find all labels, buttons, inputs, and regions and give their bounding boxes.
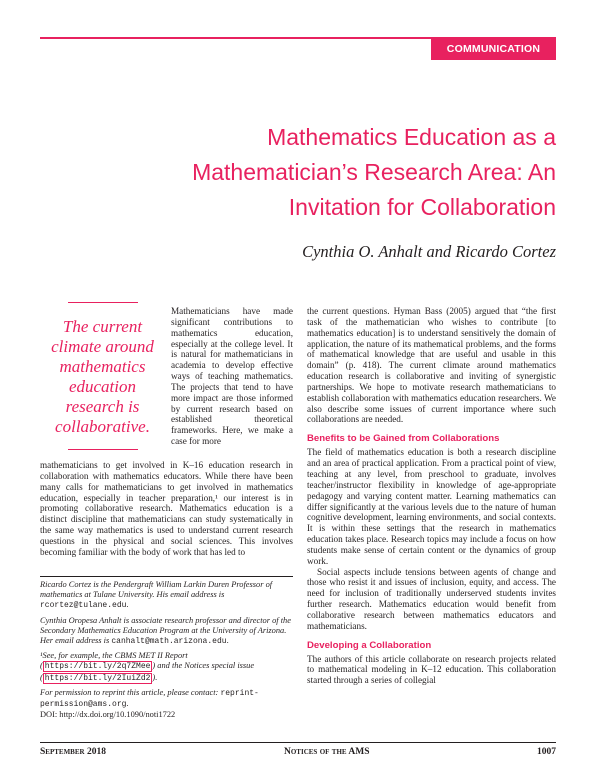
article-title: Mathematics Education as a Mathematician’s Research Area: An Invitation for Collaboration — [192, 124, 556, 220]
special-issue-link[interactable]: https://bit.ly/2IuiZd2 — [44, 673, 151, 683]
anhalt-email[interactable]: canhalt@math.arizona.edu — [111, 637, 227, 647]
footnote-1-text-b: ) and the Notices special issue ( — [40, 661, 255, 682]
author-note-anhalt: Cynthia Oropesa Anhalt is associate research professor and director of the Secondary Mathematics Education Program at the University of Arizona. Her email address is canhalt@math.arizona.edu. — [40, 615, 291, 647]
left-column — [40, 460, 293, 558]
footnote-1 — [40, 651, 293, 684]
section-heading-developing: Developing a Collaboration — [307, 639, 432, 651]
author-note-cortez-text: Ricardo Cortez is the Pendergraft William Larkin Duren Professor of mathematics at Tulane University. His email address is — [40, 580, 273, 600]
author-note-anhalt-text: Cynthia Oropesa Anhalt is associate research professor and director of the Secondary Mathematics Education Program at the University of Arizona. Her email address is — [40, 615, 291, 646]
met-report-link[interactable]: https://bit.ly/2q7ZMee — [44, 662, 151, 672]
intro-column — [171, 306, 293, 447]
left-body-paragraph: mathematicians to get involved in K–16 education research in collaboration with mathematics educators. While there have been many calls for mathematicians to get involved in mathematics education, especially in teacher preparation,¹ our interest is in promoting collaborative research. Mathematics education is a distinct discipline that mathematicians can study systematically in the same way mathematics is used to understand current research questions in the physical and social sciences. This involves becoming familiar with the body of work that has led to — [40, 460, 293, 557]
right-paragraph-1: the current questions. Hyman Bass (2005) argued that “the first task of the mathematician who wishes to contribute [to mathematics education] is to understand sensitively the domain of application, the nature of its mathematical problems, and the forms of mathematical knowledge that are useful and usable in this domain” (p. 418). The current climate around mathematics education research is collaborative and inviting of synergistic partnerships. We hope to motivate research mathematicians to establish collaboration with mathematics education researchers. We also describe some issues of current importance where such collaborations are needed. — [307, 306, 556, 425]
permission-text: For permission to reprint this article, please contact: — [40, 687, 219, 697]
cortez-email[interactable]: rcortez@tulane.edu — [40, 601, 127, 611]
pull-quote-bottom-rule — [68, 449, 138, 450]
footnotes — [40, 580, 293, 724]
pull-quote-text: The current climate around mathematics education research is collaborative. — [51, 317, 154, 436]
author-note-cortez: Ricardo Cortez is the Pendergraft William Larkin Duren Professor of mathematics at Tulane University. His email address is rcortez@tulane.edu. — [40, 580, 273, 611]
right-paragraph-4: The authors of this article collaborate on research projects related to mathematical modeling in K–12 education. This collaboration started through a series of collegial — [307, 653, 556, 686]
pull-quote — [40, 302, 165, 450]
section-heading-benefits: Benefits to be Gained from Collaborations — [307, 433, 500, 445]
page-number: 1007 — [537, 747, 556, 757]
permission-email[interactable]: reprint-permission@ams.org — [40, 688, 259, 710]
section-tag: COMMUNICATION — [431, 39, 556, 60]
permission-note: For permission to reprint this article, please contact: reprint-permission@ams.org. DOI: http://dx.doi.org/10.1090/noti1722 — [40, 687, 259, 720]
footer-journal: Notices of the AMS — [284, 747, 370, 757]
right-paragraph-2: The field of mathematics education is both a research discipline and an area of practical application. From a practical point of view, teaching at any level, from preschool to graduate, involves teacher/instructor flexibility in knowledge of age-appropriate pedagogy and varying content matter. Learning mathematics can differ significantly at the various levels due to the nature of human cognitive development, learning environments, and social contexts. It is within these settings that the research in mathematics education takes place. Research topics may include a focus on how students make sense of certain content or the dynamics of group work. — [307, 447, 556, 566]
footer-date: September 2018 — [40, 747, 106, 757]
right-paragraph-3: Social aspects include tensions between agents of change and those who resist it and issues of inclusion, equity, and access. The need for inclusion of traditionally underserved students invites further research. Mathematics education would benefit from collaborative research between mathematics educators and mathematicians. — [307, 566, 556, 631]
footnote-1-text-a: ¹See, for example, the CBMS MET II Report ( — [40, 651, 188, 671]
right-column — [307, 306, 556, 686]
intro-paragraph: Mathematicians have made significant contributions to mathematics education, especially at the college level. It is natural for mathematicians in academia to develop effective ways of teaching mathematics. The projects that tend to have more impact are those informed by current research based on established theoretical frameworks. Here, we make a case for more — [171, 306, 293, 447]
doi[interactable]: DOI: http://dx.doi.org/10.1090/noti1722 — [40, 710, 176, 720]
article-authors: Cynthia O. Anhalt and Ricardo Cortez — [302, 242, 556, 261]
footnote-1-text-c: ). — [152, 672, 158, 682]
footer-rule — [40, 742, 556, 743]
footnote-rule — [40, 576, 293, 577]
